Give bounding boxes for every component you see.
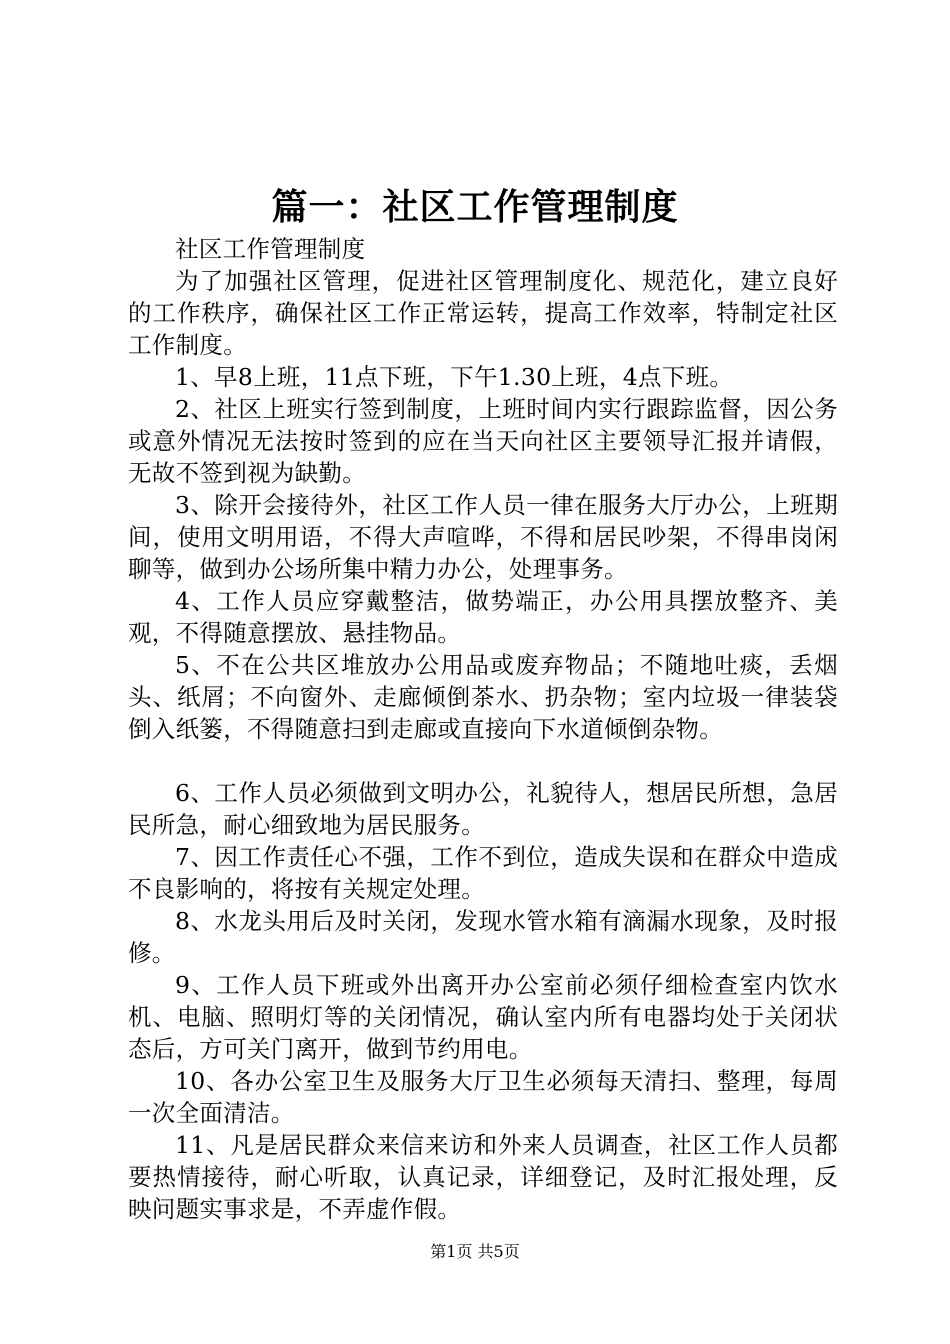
paragraph-rule-6: 6、工作人员必须做到文明办公，礼貌待人，想居民所想，急居民所急，耐心细致地为居民服务。: [128, 779, 838, 839]
paragraph-rule-10: 10、各办公室卫生及服务大厅卫生必须每天清扫、整理，每周一次全面清洁。: [128, 1067, 838, 1127]
paragraph-rule-8: 8、水龙头用后及时关闭，发现水管水箱有滴漏水现象，及时报修。: [128, 907, 838, 967]
paragraph-intro: 为了加强社区管理，促进社区管理制度化、规范化，建立良好的工作秩序，确保社区工作正常运转，提高工作效率，特制定社区工作制度。: [128, 267, 838, 359]
document-body: [128, 233, 838, 1225]
page-footer: 第1页 共5页: [430, 1242, 520, 1261]
paragraph-rule-11: 11、凡是居民群众来信来访和外来人员调查，社区工作人员都要热情接待，耐心听取，认真记录，详细登记，及时汇报处理，反映问题实事求是，不弄虚作假。: [128, 1131, 838, 1223]
page-title: 篇一：社区工作管理制度: [271, 186, 679, 228]
paragraph-rule-4: 4、工作人员应穿戴整洁，做势端正，办公用具摆放整齐、美观，不得随意摆放、悬挂物品。: [128, 587, 838, 647]
paragraph-rule-2: 2、社区上班实行签到制度，上班时间内实行跟踪监督，因公务或意外情况无法按时签到的应在当天向社区主要领导汇报并请假，无故不签到视为缺勤。: [128, 395, 838, 487]
document-subtitle: 社区工作管理制度: [175, 235, 366, 263]
paragraph-rule-7: 7、因工作责任心不强，工作不到位，造成失误和在群众中造成不良影响的，将按有关规定处理。: [128, 843, 838, 903]
paragraph-spacer: [128, 745, 838, 777]
paragraph-rule-5: 5、不在公共区堆放办公用品或废弃物品；不随地吐痰，丢烟头、纸屑；不向窗外、走廊倾倒茶水、扔杂物；室内垃圾一律装袋倒入纸篓，不得随意扫到走廊或直接向下水道倾倒杂物。: [128, 651, 838, 743]
paragraph-rule-3: 3、除开会接待外，社区工作人员一律在服务大厅办公，上班期间，使用文明用语，不得大声喧哗，不得和居民吵架，不得串岗闲聊等，做到办公场所集中精力办公，处理事务。: [128, 491, 838, 583]
paragraph-rule-9: 9、工作人员下班或外出离开办公室前必须仔细检查室内饮水机、电脑、照明灯等的关闭情况，确认室内所有电器均处于关闭状态后，方可关门离开，做到节约用电。: [128, 971, 838, 1063]
paragraph-rule-1: 1、早8上班，11点下班，下午1.30上班，4点下班。: [175, 363, 734, 391]
